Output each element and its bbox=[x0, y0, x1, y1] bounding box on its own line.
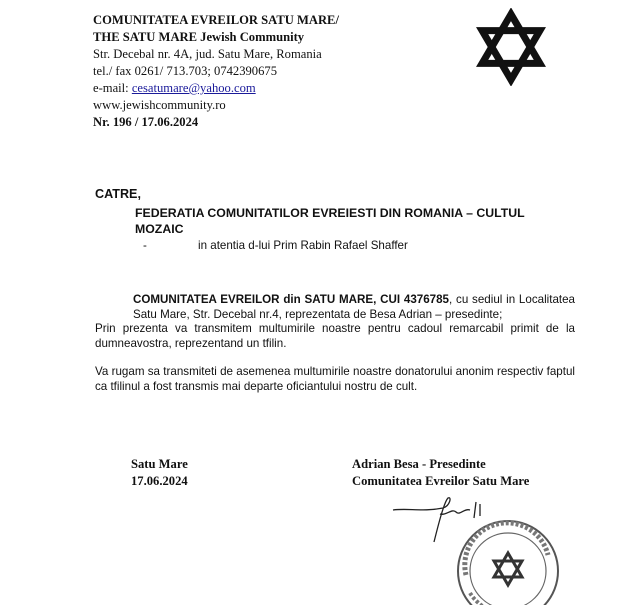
body-paragraph-1 bbox=[95, 293, 575, 322]
signer-org: Comunitatea Evreilor Satu Mare bbox=[352, 474, 530, 488]
place-date-block bbox=[131, 456, 188, 490]
round-stamp-icon bbox=[452, 515, 562, 605]
star-of-david-icon bbox=[472, 8, 550, 86]
org-phone: tel./ fax 0261/ 713.703; 0742390675 bbox=[93, 64, 277, 78]
attention-dash: - bbox=[143, 239, 147, 252]
body-lead: COMUNITATEA EVREILOR din SATU MARE, CUI 4376785 bbox=[133, 293, 450, 306]
org-name-ro: COMUNITATEA EVREILOR SATU MARE/ bbox=[93, 13, 339, 27]
body-paragraph-2: Prin prezenta va transmitem multumirile noastre pentru cadoul remarcabil primit de la dumneavostra, reprezentand un tfilin. bbox=[95, 322, 575, 350]
place: Satu Mare bbox=[131, 457, 188, 471]
body-p1-rest: , cu sediul in Localitatea Satu Mare, Str. Decebal nr.4, reprezentata de Besa Adrian – presedinte; bbox=[133, 293, 576, 321]
reference-number: Nr. 196 / 17.06.2024 bbox=[93, 115, 199, 129]
signer-name: Adrian Besa - Presedinte bbox=[352, 457, 486, 471]
org-address: Str. Decebal nr. 4A, jud. Satu Mare, Romania bbox=[93, 47, 322, 61]
recipient-attention bbox=[143, 239, 408, 252]
body-paragraph-3: Va rugam sa transmiteti de asemenea multumirile noastre donatorului anonim respectiv faptul ca tfilinul a fost transmis mai departe oficiantului nostru de cult. bbox=[95, 365, 575, 393]
org-website[interactable]: www.jewishcommunity.ro bbox=[93, 98, 226, 112]
recipient-label: CATRE, bbox=[95, 187, 141, 201]
org-email-line bbox=[93, 80, 339, 97]
recipient-name: FEDERATIA COMUNITATILOR EVREIESTI DIN ROMANIA – CULTUL MOZAIC bbox=[135, 206, 525, 236]
date: 17.06.2024 bbox=[131, 474, 188, 488]
org-name-en: THE SATU MARE Jewish Community bbox=[93, 30, 305, 44]
letterhead bbox=[93, 12, 339, 131]
attention-text: in atentia d-lui Prim Rabin Rafael Shaffer bbox=[198, 239, 408, 252]
email-link[interactable]: cesatumare@yahoo.com bbox=[131, 81, 256, 95]
letter-body bbox=[95, 293, 575, 394]
email-label: e-mail: bbox=[93, 81, 132, 95]
